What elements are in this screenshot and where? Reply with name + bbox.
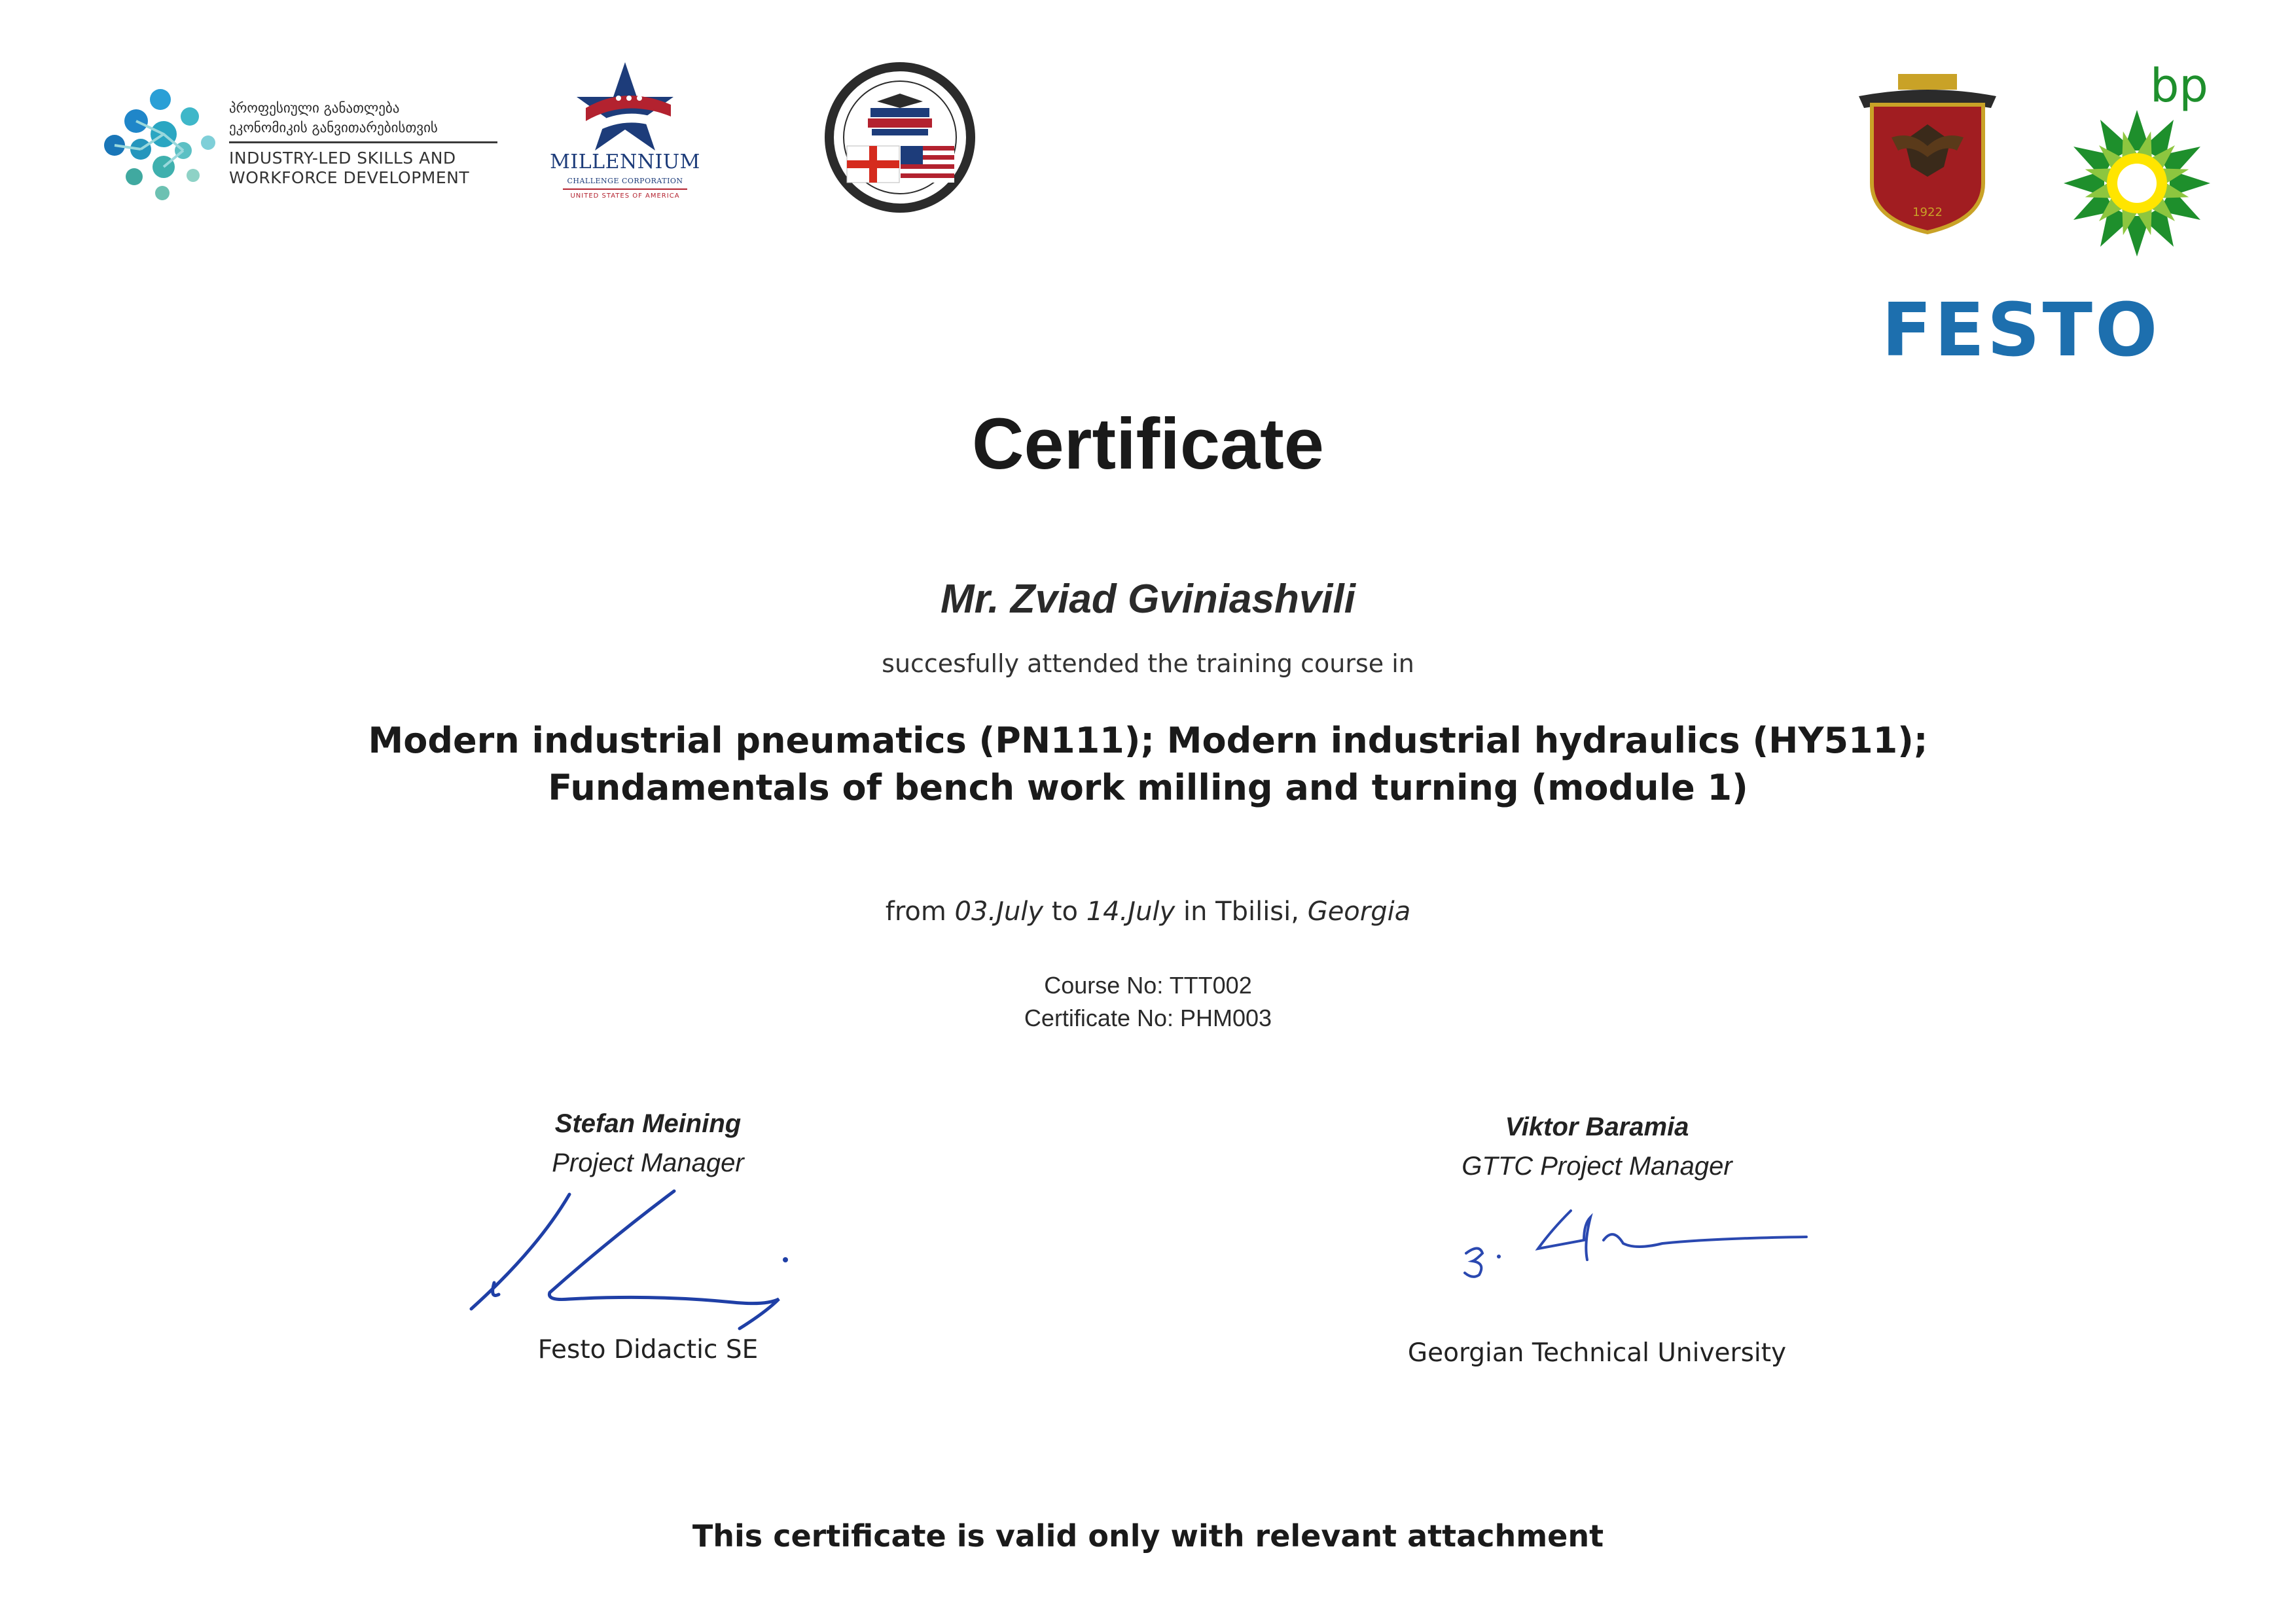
ilswd-divider [229, 141, 497, 143]
course-number-value: TTT002 [1169, 972, 1252, 999]
mcc-country: UNITED STATES OF AMERICA [570, 192, 680, 200]
dates-from-label: from [885, 897, 946, 927]
right-signatory-role: GTTC Project Manager [1462, 1152, 1732, 1181]
dates-city: Tbilisi [1215, 897, 1291, 927]
course-number-label: Course No: [1044, 972, 1164, 999]
certificate-title: Certificate [972, 404, 1324, 484]
dates-country: Georgia [1307, 897, 1411, 927]
course-number [0, 972, 2296, 999]
mcc-star-icon [573, 59, 677, 151]
dates-to-value: 14.July [1086, 897, 1175, 927]
ilswd-georgian-line-1: პროფესიული განათლება [229, 100, 400, 116]
ilswd-dots-icon [98, 85, 223, 203]
left-signatory-name: Stefan Meining [554, 1109, 742, 1138]
certificate-number [0, 1005, 2296, 1032]
course-title-line-2: Fundamentals of bench work milling and turning (module 1) [548, 767, 1748, 808]
mcc-logo [547, 59, 704, 209]
mcc-divider [563, 188, 687, 190]
validity-note: This certificate is valid only with relevant attachment [692, 1518, 1604, 1554]
bp-helios-logo [2062, 108, 2212, 259]
right-signatory-name: Viktor Baramia [1505, 1113, 1689, 1141]
certificate-number-value: PHM003 [1180, 1005, 1272, 1031]
left-signatory-organization: Festo Didactic SE [537, 1335, 759, 1364]
gtu-year: 1922 [1912, 205, 1943, 219]
festo-wordmark: FESTO [1882, 288, 2161, 373]
certificate-number-label: Certificate No: [1024, 1005, 1174, 1031]
course-title-line-1: Modern industrial pneumatics (PN111); Modern industrial hydraulics (HY511); [368, 720, 1928, 761]
dates-in-label: in [1183, 897, 1208, 927]
dates-to-label: to [1051, 897, 1078, 927]
left-signature-scribble [458, 1178, 851, 1335]
gtu-crest-logo [1852, 69, 2003, 236]
round-emblem-logo [825, 62, 975, 213]
bp-wordmark: bp [2150, 59, 2208, 113]
mcc-name: MILLENNIUM [550, 151, 700, 173]
ilswd-georgian-line-2: ეკონომიკის განვითარებისთვის [229, 120, 438, 135]
dates-from-value: 03.July [954, 897, 1044, 927]
ilswd-english-line-2: WORKFORCE DEVELOPMENT [229, 168, 470, 187]
mcc-subtitle: CHALLENGE CORPORATION [567, 177, 683, 185]
gtu-crest-icon [1852, 69, 2003, 236]
ilswd-logo [98, 85, 517, 203]
right-signatory-organization: Georgian Technical University [1407, 1338, 1787, 1368]
attended-text: succesfully attended the training course in [882, 649, 1414, 678]
round-emblem-icon [825, 62, 975, 213]
ilswd-text-block [229, 98, 517, 188]
right-signature-scribble [1453, 1198, 1820, 1302]
left-signatory-role: Project Manager [552, 1149, 744, 1177]
course-dates: from 03.July to 14.July in Tbilisi, Georgia [885, 897, 1411, 927]
recipient-name: Mr. Zviad Gviniashvili [941, 577, 1355, 622]
ilswd-english-line-1: INDUSTRY-LED SKILLS AND [229, 149, 456, 168]
bp-helios-icon [2062, 108, 2212, 259]
